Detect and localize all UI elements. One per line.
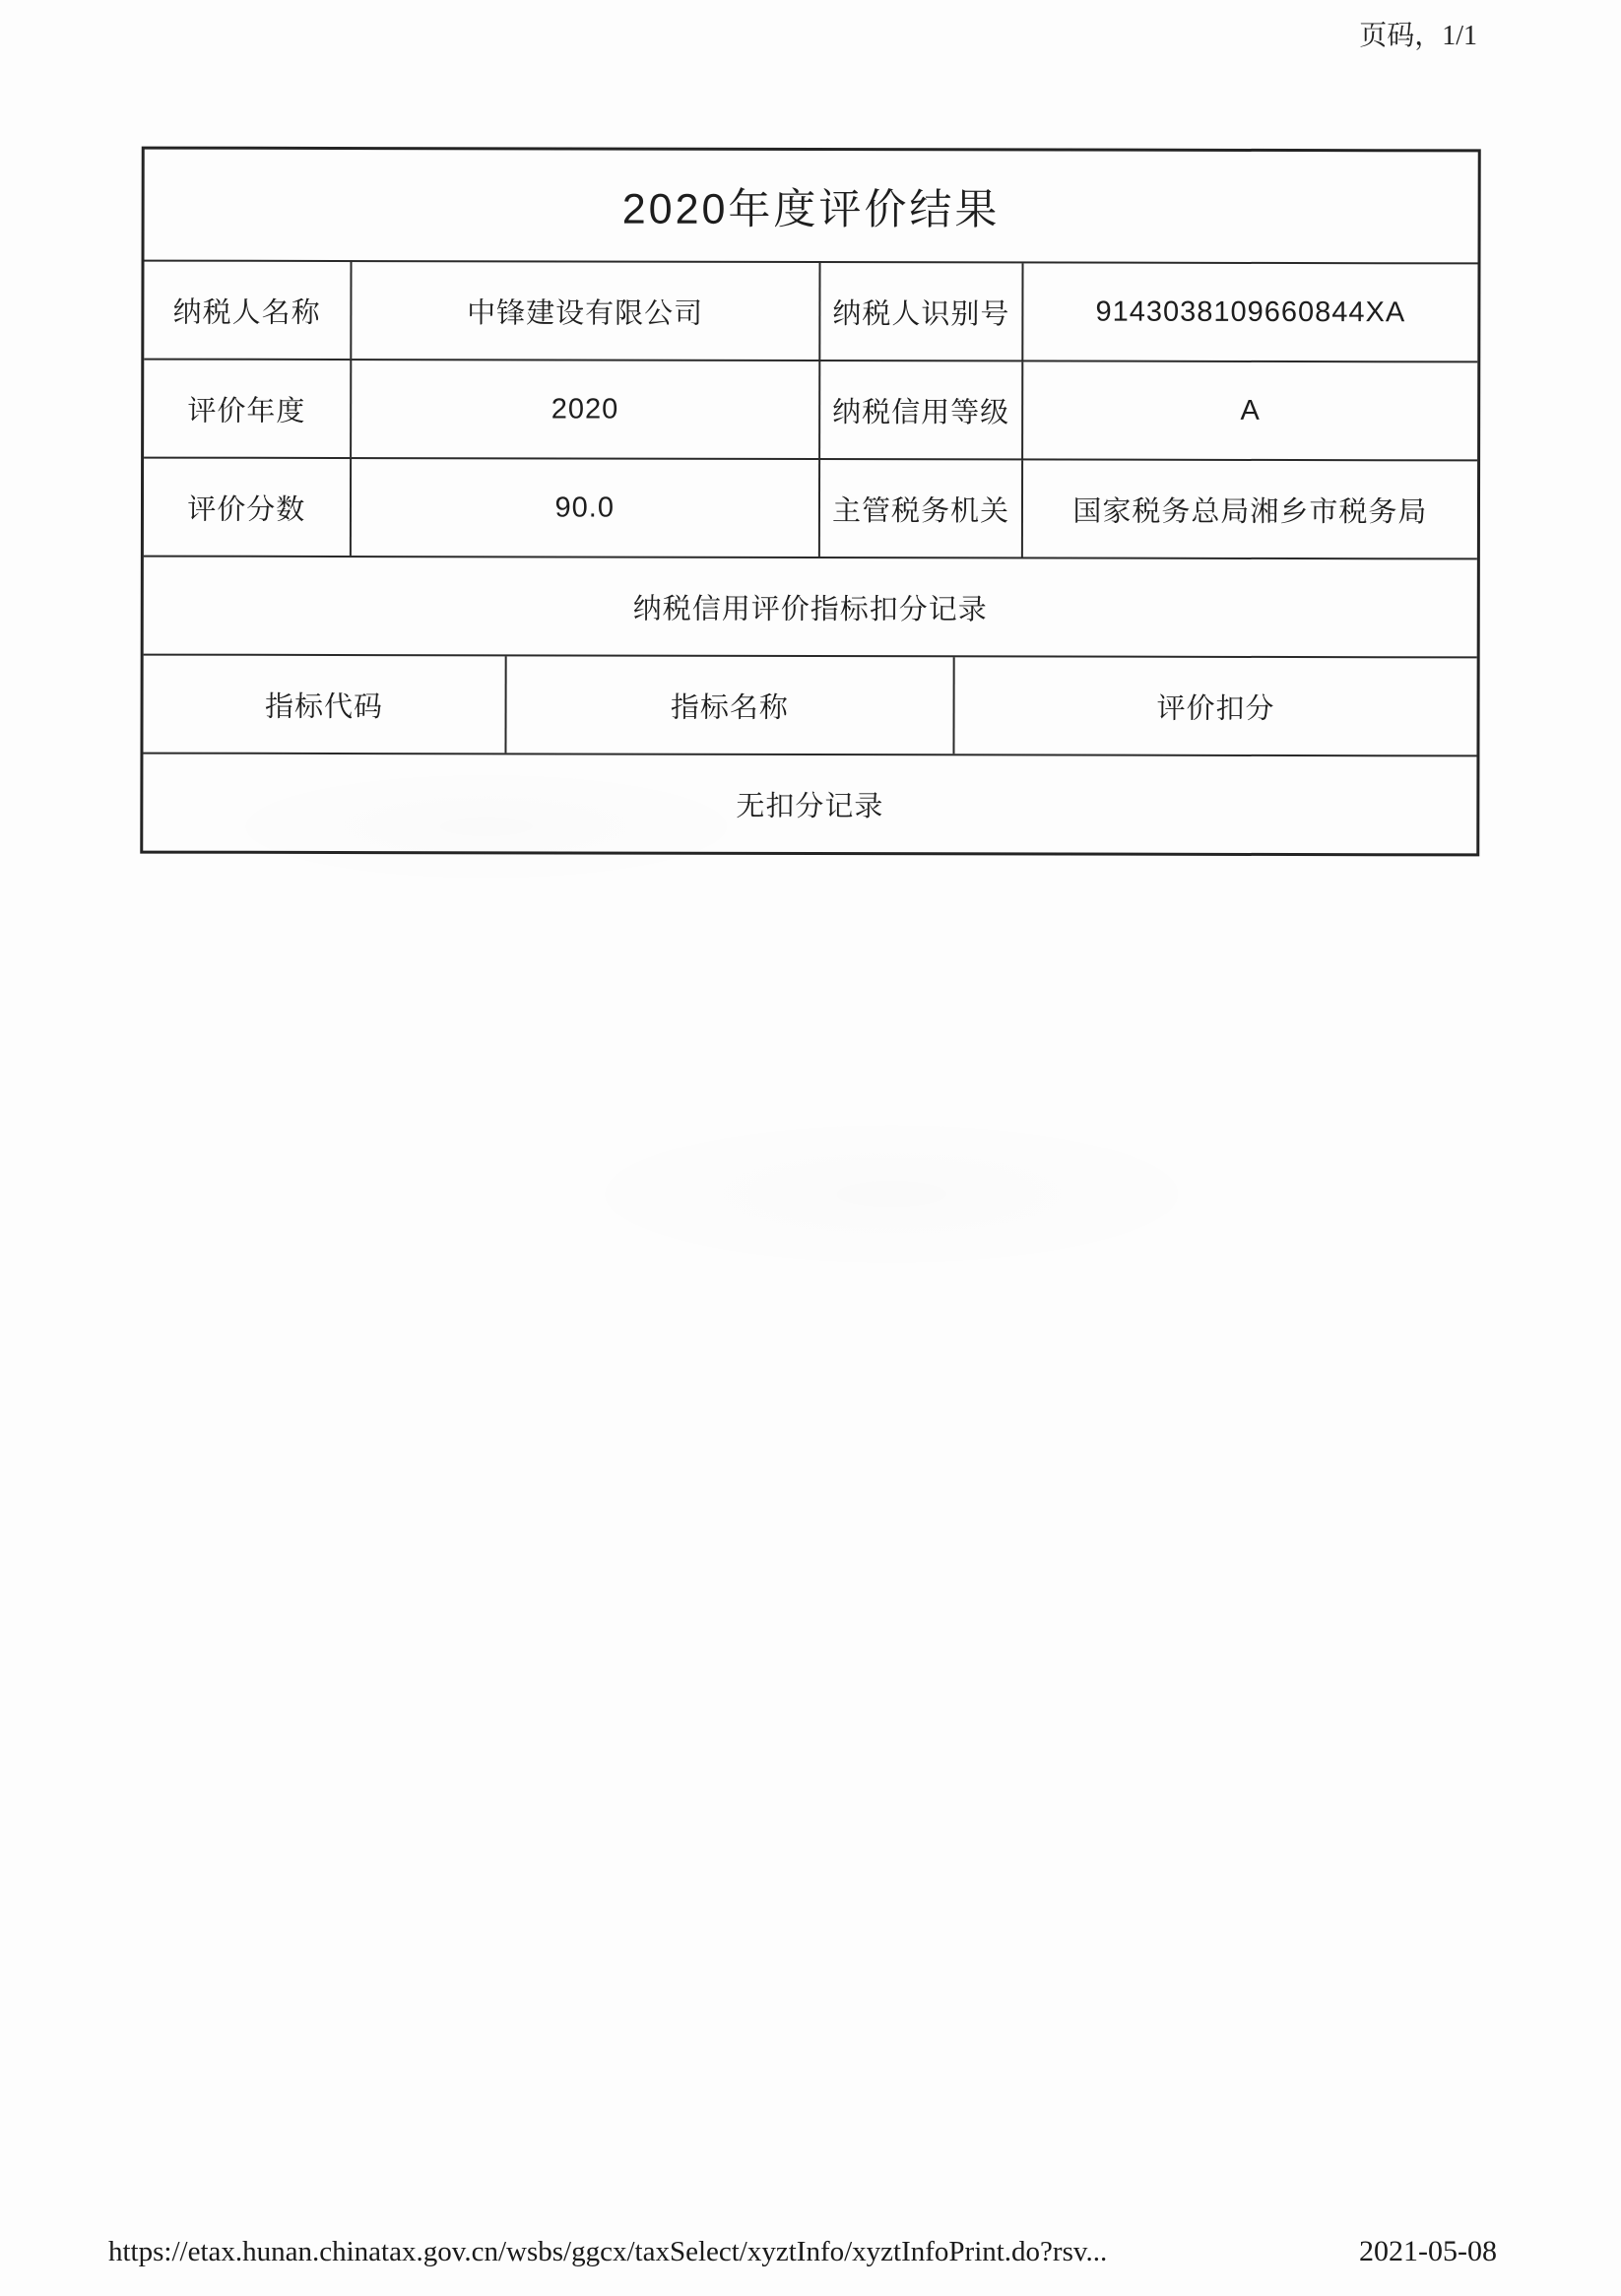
footer-date: 2021-05-08 (1359, 2235, 1497, 2267)
table-row-taxpayer (144, 260, 1477, 361)
no-record-text: 无扣分记录 (736, 790, 884, 822)
page-number-label: 页码，1/1 (1359, 21, 1477, 51)
table-row-score-authority (144, 457, 1477, 558)
taxpayer-id-value: 9143038109660844XA (1021, 263, 1477, 361)
table-row-year-grade (144, 359, 1477, 460)
no-record-row (143, 753, 1476, 854)
evaluation-score-label: 评价分数 (187, 493, 306, 526)
indicator-header-row (143, 654, 1476, 755)
taxpayer-name-label: 纳税人名称 (172, 296, 321, 329)
evaluation-result-table (140, 147, 1481, 857)
indicator-code-header: 指标代码 (264, 690, 384, 723)
table-title: 2020年度评价结果 (621, 185, 1001, 233)
evaluation-score-value: 90.0 (349, 459, 818, 557)
evaluation-year-label: 评价年度 (187, 395, 306, 427)
indicator-deduction-header: 评价扣分 (952, 657, 1476, 754)
tax-authority-value: 国家税务总局湘乡市税务局 (1021, 460, 1477, 558)
credit-grade-value: A (1021, 361, 1477, 459)
page-footer (108, 2235, 1497, 2268)
taxpayer-id-label: 纳税人识别号 (818, 263, 1021, 360)
credit-grade-label: 纳税信用等级 (818, 361, 1021, 458)
evaluation-year-value: 2020 (350, 361, 819, 458)
deduction-section-header: 纳税信用评价指标扣分记录 (632, 593, 988, 625)
table-title-row (145, 150, 1478, 263)
footer-url: https://etax.hunan.chinatax.gov.cn/wsbs/ggcx/taxSelect/xyztInfo/xyztInfoPrint.do?rsv... (108, 2236, 1108, 2267)
tax-authority-label: 主管税务机关 (818, 460, 1021, 557)
indicator-name-header: 指标名称 (504, 656, 952, 754)
deduction-section-header-row (144, 556, 1477, 657)
taxpayer-name-value: 中锋建设有限公司 (350, 262, 819, 360)
